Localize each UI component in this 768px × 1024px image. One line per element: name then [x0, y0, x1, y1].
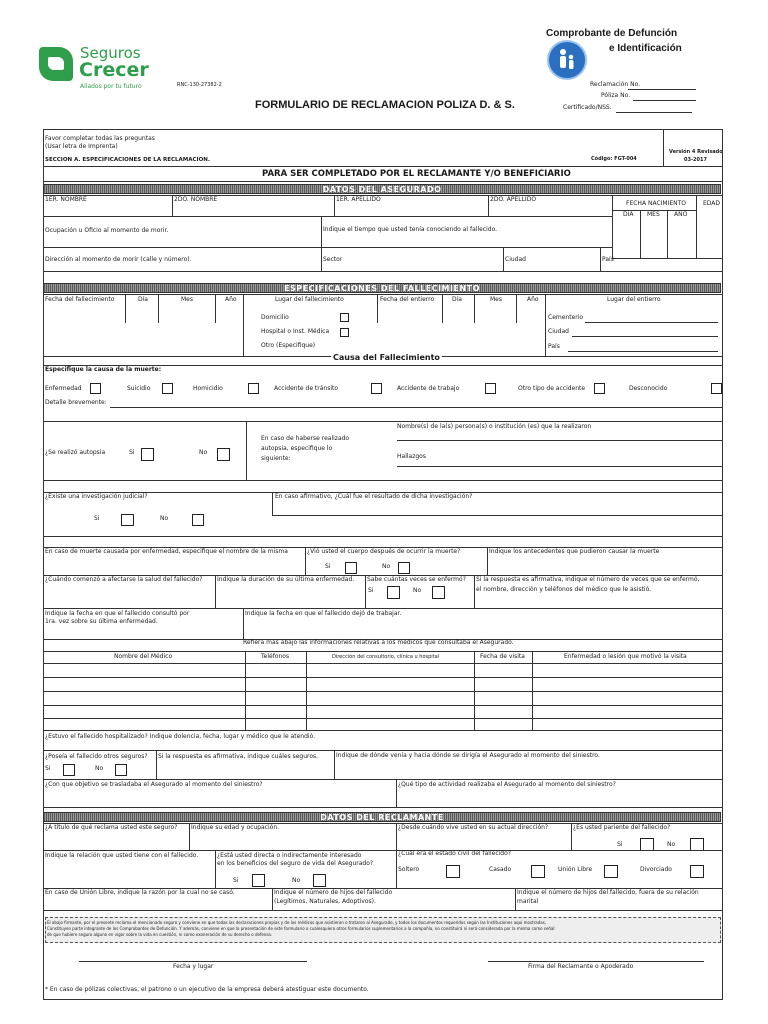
nota-colectivas: * En caso de pólizas colectivas, el patrono o un ejecutivo de la empresa deberá atestiguar este documento. — [45, 986, 369, 993]
vio-label: ¿Vió usted el cuerpo después de ocurrir la muerte? — [307, 548, 461, 555]
relacion-label: Indique la relación que usted tiene con el fallecido. — [45, 852, 199, 859]
interesado-si-label: Si — [233, 877, 239, 884]
firma-label: Firma del Reclamante o Apoderado — [528, 963, 634, 970]
antecedentes-label: Indique los antecedentes que pudieron causar la muerte — [489, 548, 660, 555]
autopsia-no-label: No — [199, 449, 208, 456]
divorciado-checkbox[interactable] — [690, 865, 704, 878]
causa-title: Causa del Fallecimiento — [333, 353, 440, 362]
consulto-1: Indique la fecha en que el fallecido consultó por — [45, 610, 190, 617]
certificado-line[interactable] — [616, 112, 692, 113]
col-nombre-medico: Nombre del Médico — [114, 653, 173, 660]
otro-label: Otro (Especifique) — [261, 342, 316, 349]
transito-label: Accidente de tránsito — [274, 385, 339, 392]
sabe-no-label: No — [413, 587, 422, 594]
pais-label: País — [548, 343, 560, 350]
legal-line-2: Constituyen parte integrante de los Comprobantes de Defunción. Y además, conviene en que la presentación de este formulario o cualesquiera otros formularios suplementarios a la compañía, no constituirá ni será considerada por la misma como señal — [47, 926, 555, 931]
instr-2: (Usar letra de Imprenta) — [45, 143, 118, 150]
divorciado-label: Divorciado — [640, 866, 672, 873]
edad-ocupacion-label: Indique su edad y ocupación. — [191, 824, 280, 831]
resultado-line[interactable] — [272, 515, 723, 516]
transito-checkbox[interactable] — [371, 383, 382, 394]
brand-tagline: Aliados por tu futuro — [80, 83, 142, 90]
firma-line[interactable] — [488, 961, 704, 962]
doc-title-2: e Identificación — [609, 43, 682, 54]
lugar-entierro-label: Lugar del entierro — [607, 296, 661, 303]
cementerio-line[interactable] — [585, 322, 718, 323]
col-direccion: Dirección del consultorio, clínica u hospital — [332, 654, 440, 660]
hijos-1: Indique el número de hijos del fallecido — [274, 889, 393, 896]
doc-title-1: Comprobante de Defunción — [546, 28, 678, 39]
fecha-nac-label: FECHA NACIMIENTO — [626, 200, 687, 207]
suicidio-checkbox[interactable] — [162, 383, 173, 394]
fecha-fallecimiento-label: Fecha del fallecimiento — [45, 296, 115, 303]
reclamacion-line[interactable] — [628, 89, 696, 90]
ano-label: AÑO — [674, 211, 688, 218]
autopsia-si-label: Si — [129, 449, 135, 456]
especifique-causa: Especifique la causa de la muerte: — [45, 366, 162, 373]
sector-field[interactable]: Sector — [323, 256, 343, 263]
sabe-label: Sabe cuántas veces se enfermó? — [367, 576, 466, 583]
donde-label: Indique de dónde venía y hacia dónde se dirigía el Asegurado al momento del siniestro. — [336, 752, 600, 759]
duracion-label: Indique la duración de su última enfermedad. — [217, 576, 355, 583]
detalle-line[interactable] — [110, 407, 723, 408]
ciudad-line[interactable] — [572, 336, 718, 337]
hospital-checkbox[interactable] — [340, 328, 349, 337]
mes-label: MES — [647, 211, 660, 218]
section-a: SECCION A. ESPECIFICACIONES DE LA RECLAMACION. — [45, 157, 210, 163]
hallazgos-line[interactable] — [397, 466, 723, 467]
tiempo-field[interactable]: Indique el tiempo que usted tenía conociendo al fallecido. — [323, 226, 498, 233]
consulto-2: 1ra. vez sobre su última enfermedad. — [45, 618, 158, 625]
nombre-inst-label: Nombre(s) de la(s) persona(s) o institución (es) que la realizaron — [397, 423, 592, 430]
poseia-no-checkbox[interactable] — [115, 764, 127, 776]
reclamacion-label: Reclamación No. — [590, 81, 641, 88]
poseia-label: ¿Poseía el fallecido otros seguros? — [45, 753, 148, 760]
resp-2: el nombre, dirección y teléfonos del médico que le asistió. — [476, 586, 652, 593]
hallazgos-label: Hallazgos — [397, 453, 426, 460]
desconocido-checkbox[interactable] — [711, 383, 722, 394]
estado-civil-label: ¿Cuál era el estado civil del fallecido? — [398, 850, 511, 857]
detalle-label: Detalle brevemente: — [45, 399, 107, 406]
hijos-2: (Legítimos, Naturales, Adoptivos). — [274, 898, 376, 905]
hijos-fuera-2: marital — [517, 898, 539, 905]
hijos-fuera-1: Indique el número de hijos del fallecido, fuera de su relación — [517, 889, 699, 896]
autopsia-no-checkbox[interactable] — [217, 448, 230, 461]
mes-label: Mes — [490, 296, 502, 303]
table-row[interactable] — [43, 705, 723, 706]
codigo: Código: FGT-004 — [591, 156, 637, 162]
caso-autopsia-3: siguiente: — [261, 455, 291, 462]
version: Versión 4 Revisado — [669, 149, 723, 155]
brand-line2: Crecer — [79, 59, 149, 81]
table-row[interactable] — [43, 677, 723, 678]
table-row[interactable] — [43, 718, 723, 719]
interesado-no-label: No — [292, 877, 301, 884]
family-icon — [547, 40, 587, 80]
rnc: RNC-130-27382-2 — [177, 82, 222, 88]
domicilio-checkbox[interactable] — [340, 313, 349, 322]
table-row[interactable] — [43, 691, 723, 692]
autopsia-label: ¿Se realizó autopsia — [45, 449, 106, 456]
soltero-checkbox[interactable] — [446, 865, 460, 878]
poseia-no-label: No — [95, 765, 104, 772]
dia-label: Día — [138, 296, 148, 303]
ano-label: Año — [527, 296, 539, 303]
poliza-label: Póliza No. — [601, 92, 631, 99]
actividad-label: ¿Qué tipo de actividad realizaba el Asegurado al momento del siniestro? — [398, 781, 616, 788]
investigacion-si-checkbox[interactable] — [121, 514, 134, 526]
fecha-lugar-label: Fecha y lugar — [173, 963, 214, 970]
ano-label: Año — [225, 296, 237, 303]
reclamante-bar: DATOS DEL RECLAMANTE — [43, 812, 721, 822]
nombre1-field[interactable]: 1ER. NOMBRE — [45, 196, 87, 203]
enfermedad-checkbox[interactable] — [90, 383, 101, 394]
pais-field[interactable]: País — [602, 256, 614, 263]
soltero-label: Soltero — [398, 866, 420, 873]
version-date: 03-2017 — [684, 157, 707, 163]
poliza-line[interactable] — [633, 100, 696, 101]
col-fecha-visita: Fecha de visita — [480, 653, 525, 660]
sabe-si-checkbox[interactable] — [387, 586, 400, 599]
interesado-1: ¿Está usted directa o indirectamente interesado — [217, 852, 362, 859]
desde-label: ¿Desde cuándo vive usted en su actual dirección? — [398, 824, 549, 831]
fecha-lugar-line[interactable] — [79, 961, 307, 962]
interesado-si-checkbox[interactable] — [252, 874, 265, 887]
brand-line1: Seguros — [80, 44, 141, 62]
trabajo-label: Accidente de trabajo — [397, 385, 460, 392]
vio-si-label: Si — [325, 563, 331, 570]
objetivo-label: ¿Con que objetivo se trasladaba el Asegurado al momento del siniestro? — [45, 781, 263, 788]
cuando-label: ¿Cuándo comenzó a afectarse la salud del fallecido? — [45, 576, 203, 583]
vio-si-checkbox[interactable] — [345, 562, 357, 574]
nombre-inst-line[interactable] — [397, 440, 723, 441]
casado-checkbox[interactable] — [531, 865, 545, 878]
certificado-label: Certificado/NSS. — [563, 104, 612, 111]
hospitalizado-label: ¿Estuvo el fallecido hospitalizado? Indique dolencia, fecha, lugar y médico que le atendió. — [45, 733, 316, 740]
lugar-fallecimiento-label: Lugar del fallecimiento — [275, 296, 344, 303]
interesado-no-checkbox[interactable] — [313, 874, 326, 887]
sabe-si-label: Si — [368, 587, 374, 594]
direccion-field[interactable]: Dirección al momento de morir (calle y número). — [45, 256, 192, 263]
ocupacion-field[interactable]: Ocupación u Oficio al momento de morir. — [45, 227, 169, 234]
homicidio-checkbox[interactable] — [248, 383, 259, 394]
form-title: FORMULARIO DE RECLAMACION POLIZA D. & S. — [255, 99, 515, 111]
suicidio-label: Suicidio — [127, 385, 151, 392]
enf-nombre-label: En caso de muerte causada por enfermedad, especifique el nombre de la misma — [45, 548, 288, 555]
poseia-si-checkbox[interactable] — [63, 764, 75, 776]
sabe-no-checkbox[interactable] — [432, 586, 445, 599]
cuales-label: Si la respuesta es afirmativa, indique cuáles seguros. — [158, 753, 319, 760]
apellido1-field[interactable]: 1ER. APELLIDO — [336, 196, 381, 203]
poseia-si-label: Si — [45, 765, 51, 772]
resp-1: Si la respuesta es afirmativa, indique el número de veces que se enfermó, — [476, 576, 700, 583]
legal-line-3: de que hubiere seguro alguno en vigor sobre la vida en cuestión, ni como exoneración de su derecho o defensa. — [47, 932, 273, 937]
col-telefonos: Teléfonos — [261, 653, 290, 660]
pais-line[interactable] — [568, 351, 718, 352]
pariente-si-label: Si — [617, 841, 623, 848]
cementerio-label: Cementerio — [548, 314, 584, 321]
union-libre-label: Unión Libre — [558, 866, 593, 873]
resultado-label: En caso afirmativo, ¿Cuál fue el resultado de dicha investigación? — [275, 493, 473, 500]
fallecimiento-bar: ESPECIFICACIONES DEL FALLECIMIENTO — [43, 283, 721, 293]
dejo-label: Indique la fecha en que el fallecido dejó de trabajar. — [245, 610, 402, 617]
autopsia-si-checkbox[interactable] — [141, 448, 154, 461]
dia-label: Día — [452, 296, 462, 303]
logo-mark-inner — [48, 57, 64, 70]
main-title: PARA SER COMPLETADO POR EL RECLAMANTE Y/O BENEFICIARIO — [262, 169, 571, 179]
caso-autopsia-2: autopsia, especifique lo — [261, 445, 333, 452]
otro-accidente-checkbox[interactable] — [594, 383, 605, 394]
legal-line-1: El abajo firmante, por el presente reclama el mencionado seguro y conviene en que todas las declaraciones propias y de los médicos que asistieron o trataron al Asegurado, y todos los documentos requeridos según las Instituciones aquí mostradas, — [47, 920, 547, 925]
union-razon-label: En caso de Unión Libre, indique la razón por la cual no se casó. — [45, 889, 235, 896]
ciudad-field[interactable]: Ciudad — [505, 256, 526, 263]
investigacion-no-checkbox[interactable] — [192, 514, 204, 526]
interesado-2: en los beneficios del seguro de vida del Asegurado? — [217, 860, 374, 867]
otro-accidente-label: Otro tipo de accidente — [518, 385, 586, 392]
ciudad-label: Ciudad — [548, 328, 569, 335]
asegurado-bar: DATOS DEL ASEGURADO — [43, 184, 721, 194]
dia-label: DIA — [623, 211, 634, 218]
edad-label: EDAD — [703, 200, 721, 207]
pariente-no-label: No — [667, 841, 676, 848]
homicidio-label: Homicidio — [193, 385, 223, 392]
pariente-label: ¿Es usted pariente del fallecido? — [573, 824, 671, 831]
vio-no-label: No — [382, 563, 391, 570]
investigacion-si-label: Si — [94, 515, 100, 522]
col-enfermedad: Enfermedad o lesión que motivó la visita — [564, 653, 687, 660]
caso-autopsia-1: En caso de haberse realizado — [261, 435, 350, 442]
union-libre-checkbox[interactable] — [604, 865, 618, 878]
mes-label: Mes — [181, 296, 193, 303]
trabajo-checkbox[interactable] — [485, 383, 496, 394]
instr-1: Favor completar todas las preguntas — [45, 135, 155, 142]
fecha-entierro-label: Fecha del entierro — [380, 296, 435, 303]
hospital-label: Hospital o Inst. Médica — [261, 328, 330, 335]
refiera-label: Refiera mas abajo las informaciones relativas a los médicos que consultaba el Asegurado. — [243, 639, 514, 646]
investigacion-label: ¿Existe una investigación judicial? — [45, 493, 148, 500]
nombre2-field[interactable]: 2DO. NOMBRE — [174, 196, 218, 203]
domicilio-label: Domicilio — [261, 314, 289, 321]
apellido2-field[interactable]: 2DO. APELLIDO — [490, 196, 537, 203]
casado-label: Casado — [489, 866, 512, 873]
vio-no-checkbox[interactable] — [398, 562, 410, 574]
desconocido-label: Desconocido — [629, 385, 668, 392]
enfermedad-label: Enfermedad — [45, 385, 82, 392]
investigacion-no-label: No — [160, 515, 169, 522]
titulo-label: ¿A título de qué reclama usted este seguro? — [45, 824, 178, 831]
